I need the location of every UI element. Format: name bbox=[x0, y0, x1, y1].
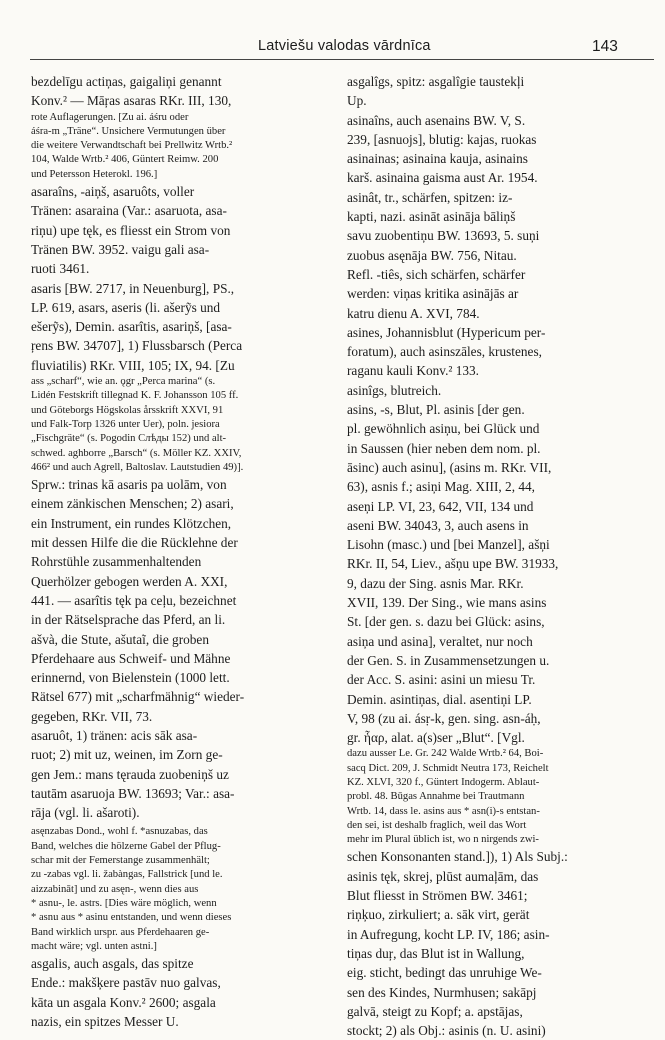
text-line: Up. bbox=[347, 93, 367, 109]
text-line: ass „scharf“, wie an. ǫgr „Perca marina“ (s. bbox=[31, 376, 216, 388]
text-line: asinainas; asinaina kauja, asinains bbox=[347, 151, 528, 167]
text-line: Querhölzer gebogen werden A. XXI, bbox=[31, 573, 228, 589]
text-line: probl. 48. Būgas Annahme bei Trautmann bbox=[347, 791, 525, 803]
text-line: macht wäre; vgl. unten astni.] bbox=[31, 940, 157, 952]
text-line: sacq Dict. 209, J. Schmidt Neutra 173, Reichelt bbox=[347, 762, 549, 774]
page-header bbox=[0, 38, 665, 60]
text-line: asaruôt, 1) tränen: acis sāk asa- bbox=[31, 727, 198, 743]
text-line: in Aufregung, kocht LP. IV, 186; asin- bbox=[347, 926, 550, 942]
text-line: āsinc) auch asinu], (asins m. RKr. VII, bbox=[347, 459, 552, 475]
text-line: asins, -s, Blut, Pl. asinis [der gen. bbox=[347, 402, 525, 418]
text-line: Band, welches die hölzerne Gabel der Pflug- bbox=[31, 840, 221, 852]
text-line: asiņa und asina], veraltet, nur noch bbox=[347, 633, 533, 649]
text-line: pl. gewöhnlich asiņu, bei Glück und bbox=[347, 421, 540, 437]
text-line: tiņas duŗ, das Blut ist in Wallung, bbox=[347, 945, 525, 961]
text-line: rāja (vgl. li. ašaroti). bbox=[31, 805, 140, 821]
text-line: LP. 619, asars, aseris (li. ašerỹs und bbox=[31, 299, 221, 315]
text-line: ašvà, die Stute, ašutaĩ, die groben bbox=[31, 631, 209, 647]
right-column bbox=[347, 72, 639, 1040]
text-line: gen Jem.: mans tęrauda zuobeniņš uz bbox=[31, 766, 229, 782]
left-column bbox=[31, 72, 323, 1031]
text-line: ešerỹs), Demin. asarîtis, asariņš, [asa- bbox=[31, 319, 232, 335]
text-line: fluviatilis) RKr. VIII, 105; IX, 94. [Zu bbox=[31, 357, 235, 373]
text-line: mehr im Plural üblich ist, wo n nirgends zwi- bbox=[347, 834, 539, 846]
text-line: galvā, steigt zu Kopf; a. apstājas, bbox=[347, 1003, 523, 1019]
text-line: in der Rätselsprache das Pferd, an li. bbox=[31, 612, 226, 628]
text-line: asaris [BW. 2717, in Neuenburg], PS., bbox=[31, 280, 235, 296]
text-line: ruoti 3461. bbox=[31, 261, 90, 277]
text-line: zu -zabas vgl. li. žabàngas, Fallstrick [und le. bbox=[31, 869, 223, 881]
text-line: sen des Kindes, Nurmhusen; sakāpj bbox=[347, 984, 537, 1000]
text-line: aizzabināt] und zu asęn-, wenn dies aus bbox=[31, 883, 199, 895]
text-line: asęnzabas Dond., wohl f. *asnuzabas, das bbox=[31, 826, 208, 838]
text-line: Lidén Festskrift tillegnad K. F. Johansson 105 ff. bbox=[31, 390, 239, 402]
text-line: schwed. aghborre „Barsch“ (s. Möller KZ. XXIV, bbox=[31, 447, 242, 459]
text-line: rote Auflagerungen. [Zu ai. áśru oder bbox=[31, 111, 189, 123]
text-line: tautām asaruoja BW. 13693; Var.: asa- bbox=[31, 785, 235, 801]
text-line: V, 98 (zu ai. ásṛ-k, gen. sing. asn-áḥ, bbox=[347, 710, 541, 726]
text-line: katru dienu A. XVI, 784. bbox=[347, 305, 480, 321]
text-line: gegeben, RKr. VII, 73. bbox=[31, 708, 153, 724]
text-line: Konv.² — Māŗas asaras RKr. III, 130, bbox=[31, 93, 232, 109]
text-line: áśra-m „Träne“. Unsichere Vermutungen über bbox=[31, 125, 226, 137]
text-line: asines, Johannisblut (Hypericum per- bbox=[347, 324, 546, 340]
text-line: RKr. II, 54, Liev., ašņu upe BW. 31933, bbox=[347, 556, 559, 572]
text-line: asinîgs, blutreich. bbox=[347, 382, 442, 398]
text-line: Band wirklich urspr. aus Pferdehaaren ge- bbox=[31, 926, 210, 938]
text-line: Rätsel 677) mit „scharfmähnig“ wieder- bbox=[31, 689, 245, 705]
text-line: asinât, tr., schärfen, spitzen: iz- bbox=[347, 189, 513, 205]
text-line: kapti, nazi. asināt asināja bāliņš bbox=[347, 209, 516, 225]
text-line: in Saussen (hier neben dem nom. pl. bbox=[347, 440, 541, 456]
text-line: „Fischgräte“ (s. Pogodin Слѣды 152) und alt- bbox=[31, 433, 227, 445]
text-line: ein Instrument, ein rundes Klötzchen, bbox=[31, 515, 232, 531]
text-line: stockt; 2) als Obj.: asinis (n. U. asini) bbox=[347, 1023, 546, 1039]
text-line: asgalis, auch asgals, das spitze bbox=[31, 956, 194, 972]
text-line: und Petersson Heterokl. 196.] bbox=[31, 168, 158, 180]
text-line: Tränen BW. 3952. vaigu gali asa- bbox=[31, 241, 210, 257]
text-line: kāta un asgala Konv.² 2600; asgala bbox=[31, 994, 216, 1010]
running-title: Latviešu valodas vārdnīca bbox=[258, 38, 431, 54]
text-line: eig. sticht, bedingt das unruhige We- bbox=[347, 965, 542, 981]
text-line: schar mit der Femerstange zusammenhält; bbox=[31, 855, 210, 867]
text-line: ŗens BW. 34707], 1) Flussbarsch (Perca bbox=[31, 338, 243, 354]
text-line: einem zänkischen Menschen; 2) asari, bbox=[31, 496, 234, 512]
text-line: raganu kauli Konv.² 133. bbox=[347, 363, 480, 379]
text-line: aseņi LP. VI, 23, 642, VII, 134 und bbox=[347, 498, 534, 514]
text-line: * asnu-, le. astrs. [Dies wäre möglich, wenn bbox=[31, 897, 217, 909]
text-line: der Acc. S. asini: asini un miesu Tr. bbox=[347, 672, 536, 688]
text-line: erinnernd, von Bielenstein (1000 lett. bbox=[31, 670, 230, 686]
text-line: riņķuo, zirkuliert; a. sāk virt, gerät bbox=[347, 907, 530, 923]
text-line: XVII, 139. Der Sing., wie mans asins bbox=[347, 595, 547, 611]
text-line: Wrtb. 14, dass le. asins aus * asn(i)-s entstan- bbox=[347, 805, 540, 817]
text-line: mit dessen Hilfe die die Rücklehne der bbox=[31, 535, 238, 551]
text-line: Rohrstühle zusammenhaltenden bbox=[31, 554, 202, 570]
text-line: * asnu aus * asinu entstanden, und wenn dieses bbox=[31, 912, 232, 924]
text-line: karš. asinaina gaisma aust Ar. 1954. bbox=[347, 170, 538, 186]
text-line: ruot; 2) mit uz, weinen, im Zorn ge- bbox=[31, 747, 223, 763]
text-line: 9, dazu der Sing. asnis Mar. RKr. bbox=[347, 575, 524, 591]
text-line: asinis tęk, skrej, plūst aumaļām, das bbox=[347, 868, 539, 884]
text-line: foratum), auch asinszāles, krustenes, bbox=[347, 344, 542, 360]
text-line: nazis, ein spitzes Messer U. bbox=[31, 1014, 179, 1030]
text-line: schen Konsonanten stand.]), 1) Als Subj.: bbox=[347, 849, 568, 865]
text-line: gr. ἦαρ, alat. a(s)ser „Blut“. [Vgl. bbox=[347, 730, 525, 746]
text-line: Refl. -tiês, sich schärfen, schärfer bbox=[347, 266, 526, 282]
text-line: dazu ausser Le. Gr. 242 Walde Wrtb.² 64, Boi- bbox=[347, 748, 544, 760]
text-line: 466² und auch Agrell, Baltoslav. Lautstudien 49)]. bbox=[31, 461, 244, 473]
text-line: den sei, ist deshalb fraglich, weil das Wort bbox=[347, 819, 527, 831]
text-line: der Gen. S. in Zusammensetzungen u. bbox=[347, 652, 550, 668]
text-line: 239, [asnuojs], blutig: kajas, ruokas bbox=[347, 131, 537, 147]
text-line: riņu) upe tęk, es fliesst ein Strom von bbox=[31, 222, 231, 238]
text-line: savu zuobentiņu BW. 13693, 5. suņi bbox=[347, 228, 540, 244]
text-line: Blut fliesst in Strömen BW. 3461; bbox=[347, 888, 528, 904]
text-line: werden: viņas kritika asinājās ar bbox=[347, 286, 519, 302]
text-line: Demin. asintiņas, dial. asentiņi LP. bbox=[347, 691, 532, 707]
text-line: zuobus asęnāja BW. 756, Nitau. bbox=[347, 247, 517, 263]
text-line: asinaîns, auch asenains BW. V, S. bbox=[347, 112, 526, 128]
text-line: asgalîgs, spitz: asgalîgie taustekļi bbox=[347, 74, 525, 89]
text-line: Pferdehaare aus Schweif- und Mähne bbox=[31, 650, 231, 666]
text-line: Sprw.: trinas kā asaris pa uolām, von bbox=[31, 477, 227, 493]
text-line: und Göteborgs Högskolas årsskrift XXVI, 91 bbox=[31, 404, 224, 416]
text-line: St. [der gen. s. dazu bei Glück: asins, bbox=[347, 614, 545, 630]
text-line: Lisohn (masc.) und [bei Manzel], ašņi bbox=[347, 537, 550, 553]
text-line: die weitere Verwandtschaft bei Prellwitz Wrtb.² bbox=[31, 140, 233, 152]
text-line: 441. — asarîtis tęk pa ceļu, bezeichnet bbox=[31, 592, 237, 608]
text-line: Tränen: asaraina (Var.: asaruota, asa- bbox=[31, 203, 227, 219]
text-line: Ende.: makšķere pastāv nuo galvas, bbox=[31, 975, 221, 991]
header-rule bbox=[30, 59, 654, 60]
text-line: bezdelīgu actiņas, gaigaliņi genannt bbox=[31, 74, 222, 89]
text-line: aseni BW. 34043, 3, auch asens in bbox=[347, 517, 529, 533]
page-number: 143 bbox=[592, 38, 618, 55]
text-line: 63), asnis f.; asiņi Mag. XIII, 2, 44, bbox=[347, 479, 535, 495]
text-line: 104, Walde Wrtb.² 406, Güntert Reimw. 200 bbox=[31, 154, 219, 166]
text-line: und Falk-Torp 1326 unter Uer), poln. jesiora bbox=[31, 418, 220, 430]
text-line: KZ. XLVI, 320 f., Güntert Indogerm. Ablaut- bbox=[347, 776, 540, 788]
text-line: asaraîns, -aiņš, asaruôts, voller bbox=[31, 184, 195, 200]
